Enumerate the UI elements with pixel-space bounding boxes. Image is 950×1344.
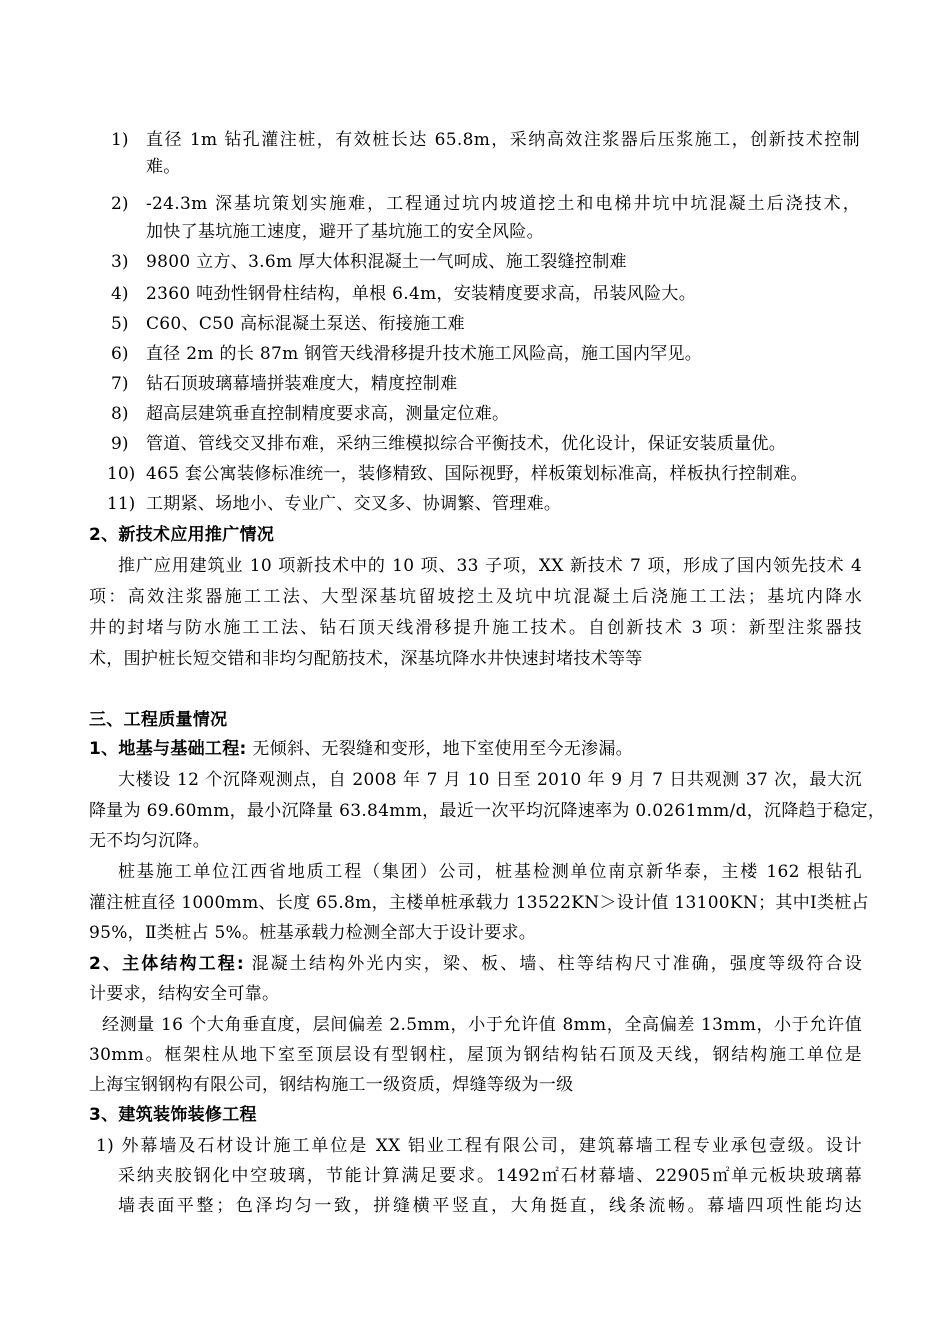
section-heading: 3、建筑装饰装修工程 — [89, 1105, 257, 1125]
list-item-number: 10) — [107, 464, 136, 484]
paragraph-line: 95%，Ⅱ类桩占 5%。桩基承载力检测全部大于设计要求。 — [89, 923, 537, 943]
list-item-number: 2) — [111, 194, 129, 214]
paragraph-line: 30mm。框架柱从地下室至顶层设有型钢柱，屋顶为钢结构钻石顶及天线，钢结构施工单位是 — [89, 1045, 862, 1065]
list-item-text: 直径 1m 钻孔灌注桩，有效桩长达 65.8m，采纳高效注浆器后压浆施工，创新技术控制 — [146, 130, 860, 150]
paragraph-line: 墙表面平整；色泽均匀一致，拼缝横平竖直，大角挺直，线条流畅。幕墙四项性能均达 — [118, 1196, 862, 1216]
list-item-number: 5) — [111, 314, 129, 334]
paragraph-line: 经测量 16 个大角垂直度，层间偏差 2.5mm，小于允许值 8mm，全高偏差 13mm，小于允许值 — [102, 1015, 862, 1035]
list-item-number: 7) — [111, 374, 129, 394]
list-item-number: 4) — [111, 284, 129, 304]
subsection-text: 无倾斜、无裂缝和变形，地下室使用至今无渗漏。 — [246, 739, 633, 759]
list-item-text: 钻石顶玻璃幕墙拼装难度大，精度控制难 — [146, 374, 458, 394]
paragraph-line: 灌注桩直径 1000mm、长度 65.8m，主楼单桩承载力 13522KN＞设计值 13100KN；其中Ⅰ类桩占 — [89, 893, 869, 913]
list-item-number: 8) — [111, 404, 129, 424]
subsection-label: 2、主体结构工程: — [89, 954, 244, 974]
list-item-text: 直径 2m 的长 87m 钢管天线滑移提升技术施工风险高，施工国内罕见。 — [146, 344, 703, 364]
paragraph-line: 井的封堵与防水施工工法、钻石顶天线滑移提升施工技术。自创新技术 3 项：新型注浆器技 — [89, 618, 862, 638]
paragraph-line: 推广应用建筑业 10 项新技术中的 10 项、33 子项，XX 新技术 7 项，形成了国内领先技术 4 — [118, 556, 862, 576]
list-item-text: 管道、管线交叉排布难，采纳三维模拟综合平衡技术，优化设计，保证安装质量优。 — [146, 434, 787, 454]
list-item-number: 1) — [111, 130, 129, 150]
list-item-number: 6) — [111, 344, 129, 364]
paragraph-line: 术，围护桩长短交错和非均匀配筋技术，深基坑降水井快速封堵技术等等 — [89, 649, 643, 669]
list-item-number: 3) — [111, 252, 129, 272]
section-heading: 三、工程质量情况 — [89, 710, 228, 730]
paragraph-line: 降量为 69.60mm，最小沉降量 63.84mm，最近一次平均沉降速率为 0.0261mm/d，沉降趋于稳定， — [89, 801, 886, 821]
paragraph-line: 大楼设 12 个沉降观测点，自 2008 年 7 月 10 日至 2010 年 9 月 7 日共观测 37 次，最大沉 — [118, 770, 862, 790]
list-item-text: C60、C50 高标混凝土泵送、衔接施工难 — [146, 314, 465, 334]
list-item-text: -24.3m 深基坑策划实施难，工程通过坑内坡道挖土和电梯井坑中坑混凝土后浇技术， — [146, 194, 860, 214]
list-item-text: 难。 — [146, 157, 181, 177]
paragraph-line: 1) 外幕墙及石材设计施工单位是 XX 铝业工程有限公司，建筑幕墙工程专业承包壹级。设计 — [96, 1136, 862, 1156]
section-heading: 2、新技术应用推广情况 — [89, 525, 275, 545]
structure-heading-line — [89, 953, 862, 975]
paragraph-line: 桩基施工单位江西省地质工程（集团）公司，桩基检测单位南京新华泰，主楼 162 根钻孔 — [118, 862, 862, 882]
paragraph-line: 采纳夹胶钢化中空玻璃，节能计算满足要求。1492㎡石材幕墙、22905㎡单元板块玻璃幕 — [118, 1166, 862, 1186]
paragraph-line: 项：高效注浆器施工工法、大型深基坑留坡挖土及坑中坑混凝土后浇施工工法；基坑内降水 — [89, 587, 862, 607]
subsection-label: 1、地基与基础工程: — [89, 739, 247, 759]
subsection-text: 混凝土结构外光内实，梁、板、墙、柱等结构尺寸准确，强度等级符合设 — [244, 954, 862, 974]
list-item-number: 11) — [107, 494, 136, 514]
paragraph-line: 无不均匀沉降。 — [89, 831, 211, 851]
list-item-text: 工期紧、场地小、专业广、交叉多、协调繁、管理难。 — [146, 494, 562, 514]
list-item-text: 2360 吨劲性钢骨柱结构，单根 6.4m，安装精度要求高，吊装风险大。 — [146, 284, 697, 304]
list-item-text: 465 套公寓装修标准统一，装修精致、国际视野，样板策划标准高，样板执行控制难。 — [146, 464, 808, 484]
list-item-text: 超高层建筑垂直控制精度要求高，测量定位难。 — [146, 404, 510, 424]
paragraph-line: 计要求，结构安全可靠。 — [89, 984, 280, 1004]
list-item-text: 9800 立方、3.6m 厚大体积混凝土一气呵成、施工裂缝控制难 — [146, 252, 627, 272]
list-item-number: 9) — [111, 434, 129, 454]
foundation-heading-line — [89, 738, 633, 760]
paragraph-line: 上海宝钢钢构有限公司，钢结构施工一级资质，焊缝等级为一级 — [89, 1075, 574, 1095]
list-item-text: 加快了基坑施工速度，避开了基坑施工的安全风险。 — [146, 222, 544, 242]
